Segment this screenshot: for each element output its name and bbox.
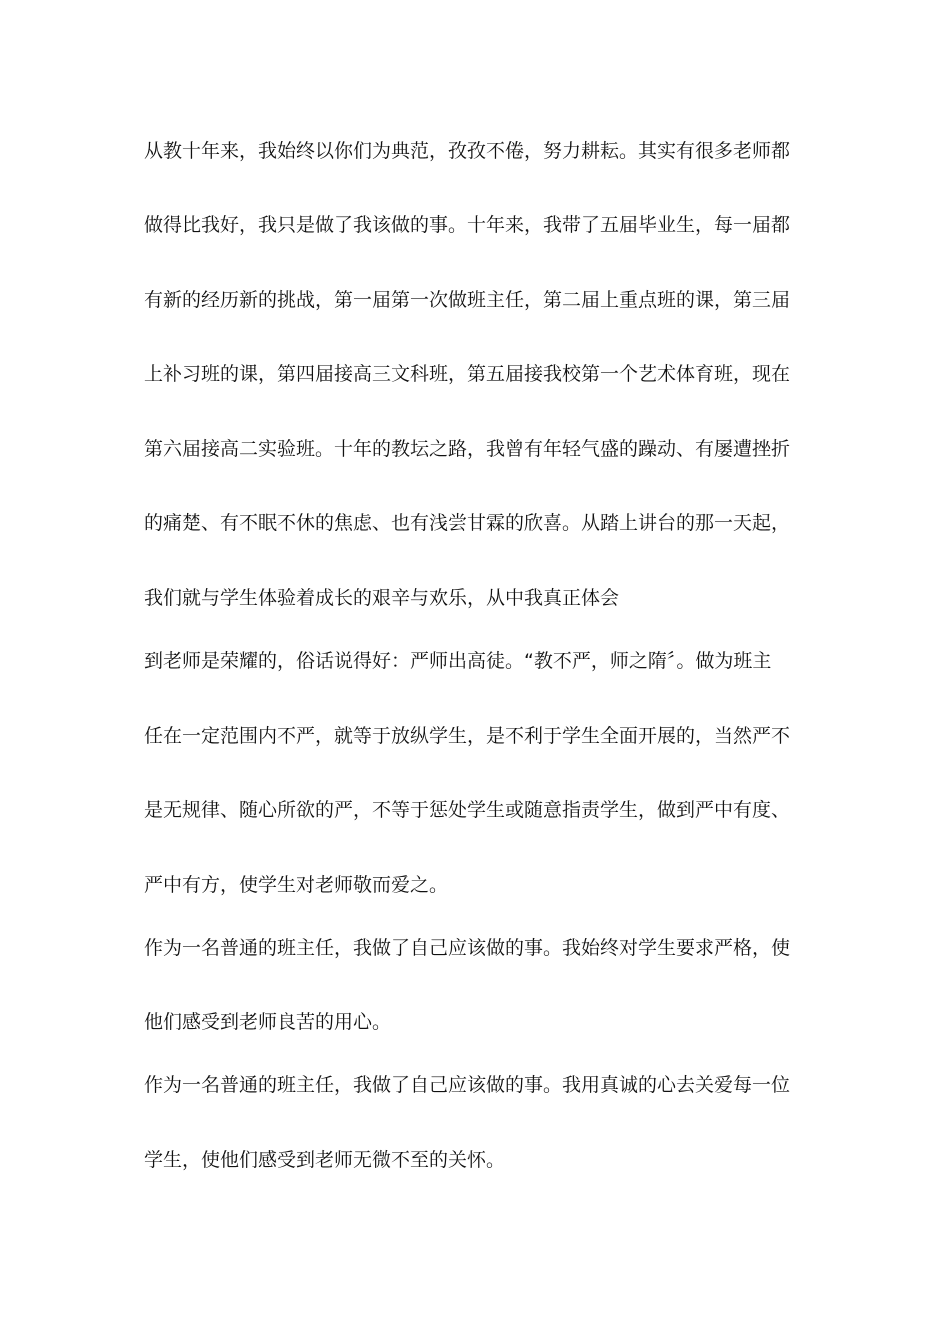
text-line: 上补习班的课，第四届接高三文科班，第五届接我校第一个艺术体育班，现在 [144, 363, 791, 385]
text-line: 作为一名普通的班主任，我做了自己应该做的事。我始终对学生要求严格，使 [144, 937, 791, 959]
text-line: 作为一名普通的班主任，我做了自己应该做的事。我用真诚的心去关爱每一位 [144, 1074, 791, 1096]
text-line: 从教十年来，我始终以你们为典范，孜孜不倦，努力耕耘。其实有很多老师都 [144, 140, 791, 162]
text-line: 他们感受到老师良苦的用心。 [144, 1011, 392, 1033]
text-line: 严中有方，使学生对老师敬而爱之。 [144, 874, 449, 896]
text-line: 的痛楚、有不眠不休的焦虑、也有浅尝甘霖的欣喜。从踏上讲台的那一天起， [144, 512, 791, 534]
text-line: 有新的经历新的挑战，第一届第一次做班主任，第二届上重点班的课，第三届 [144, 289, 791, 311]
text-line: 是无规律、随心所欲的严，不等于惩处学生或随意指责学生，做到严中有度、 [144, 799, 791, 821]
text-line: 做得比我好，我只是做了我该做的事。十年来，我带了五届毕业生，每一届都 [144, 214, 791, 236]
text-line: 学生，使他们感受到老师无微不至的关怀。 [144, 1149, 506, 1171]
text-line: 到老师是荣耀的，俗话说得好：严师出高徒。“教不严，师之隋〞。做为班主 [144, 650, 772, 672]
text-line: 第六届接高二实验班。十年的教坛之路，我曾有年轻气盛的躁动、有屡遭挫折 [144, 438, 791, 460]
text-line: 我们就与学生体验着成长的艰辛与欢乐，从中我真正体会 [144, 587, 620, 609]
text-line: 任在一定范围内不严，就等于放纵学生，是不利于学生全面开展的，当然严不 [144, 725, 791, 747]
